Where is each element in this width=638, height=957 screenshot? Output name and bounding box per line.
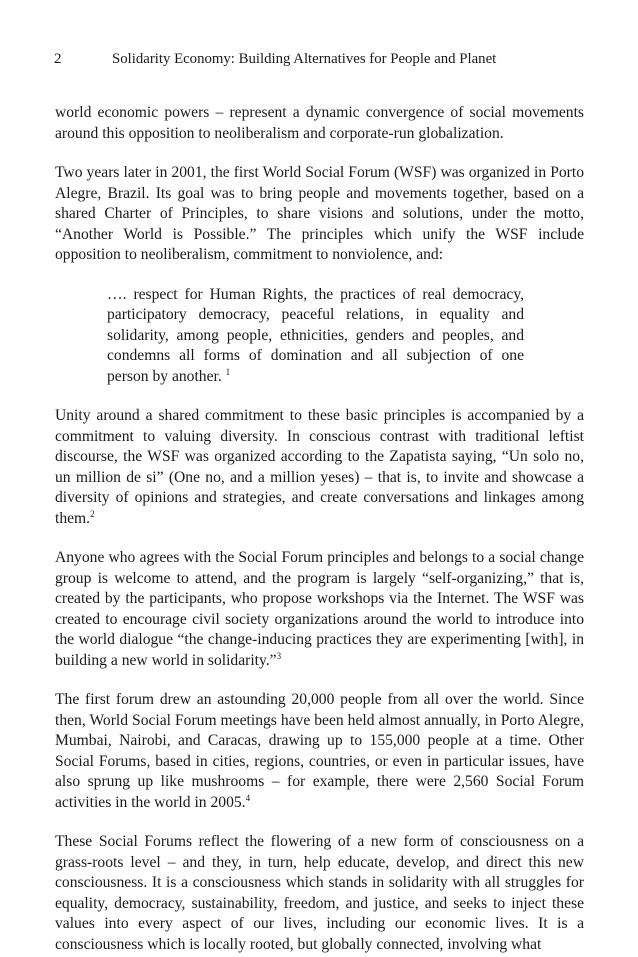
paragraph-1 [55,103,584,144]
body-text [55,103,584,955]
paragraph-1-text: world economic powers – represent a dynamic convergence of social movements around this opposition to neoliberalism and corporate-run globalization. [55,104,584,142]
footnote-ref-2[interactable]: 2 [90,508,95,519]
footnote-ref-3[interactable]: 3 [276,650,282,661]
footnote-ref-4[interactable]: 4 [245,792,251,803]
paragraph-5-text: The first forum drew an astounding 20,000 people from all over the world. Since then, World Social Forum meetings have been held almost annually, in Porto Alegre, Mumbai, Nairobi, and Caracas, drawing up to 155,000 people at a time. Other Social Forums, based in cities, regions, countries, or even in particular issues, have also sprung up like mushrooms – for example, there were 2,560 Social Forum activities in the world in 2005. [55,691,584,811]
paragraph-4 [55,548,584,671]
paragraph-3 [55,406,584,529]
paragraph-2-text: Two years later in 2001, the first World Social Forum (WSF) was organized in Porto Alegre, Brazil. Its goal was to bring people and movements together, based on a shared Charter of Principles, to share visions and solutions, under the motto, “Another World is Possible.” The principles which unify the WSF include opposition to neoliberalism, commitment to nonviolence, and: [55,164,584,263]
running-header [54,51,584,71]
block-quote-text: …. respect for Human Rights, the practices of real democracy, participatory democracy, peaceful relations, in equality and solidarity, among people, ethnicities, genders and peoples, and condemns all forms of domination and all subjection of one person by another. [107,285,524,385]
paragraph-4-text: Anyone who agrees with the Social Forum principles and belongs to a social change group is welcome to attend, and the program is largely “self-organizing,” that is, created by the participants, who propose workshops via the Internet. The WSF was created to encourage civil society organizations around the world to introduce into the world dialogue “the change-inducing practices they are experimenting [with], in building a new world in solidarity.” [55,549,584,669]
paragraph-2 [55,163,584,266]
paragraph-6-text: These Social Forums reflect the flowering of a new form of consciousness on a grass-roots level – and they, in turn, help educate, develop, and direct this new consciousness. It is a consciousness which stands in solidarity with all struggles for equality, democracy, sustainability, freedom, and justice, and seeks to inject these values into every aspect of our lives, including our economic lives. It is a consciousness which is locally rooted, but globally connected, involving what [55,833,584,953]
paragraph-3-text: Unity around a shared commitment to these basic principles is accompanied by a commitment to valuing diversity. In conscious contrast with traditional leftist discourse, the WSF was organized according to the Zapatista saying, “Un solo no, un million de si” (One no, and a million yeses) – that is, to invite and showcase a diversity of opinions and strategies, and create conversations and linkages among them. [55,407,584,527]
paragraph-6 [55,832,584,955]
block-quote [107,285,524,388]
page-number: 2 [54,51,62,67]
paragraph-5 [55,690,584,813]
footnote-ref-1[interactable]: 1 [225,366,231,377]
running-title: Solidarity Economy: Building Alternatives for People and Planet [112,51,497,67]
